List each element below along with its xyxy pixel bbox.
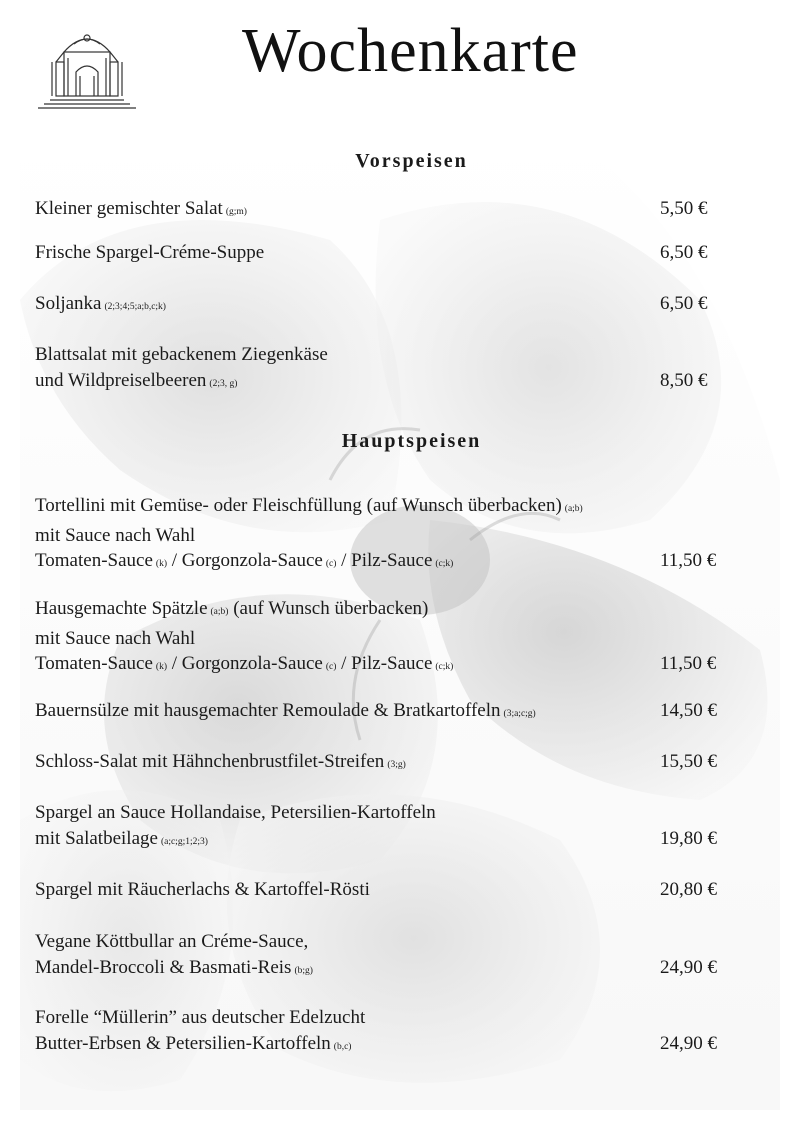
dish-name: Kleiner gemischter Salat [35, 198, 223, 219]
item-line [35, 342, 735, 368]
dish-name: Soljanka [35, 293, 102, 314]
sauce-option: / Pilz-Sauce [336, 550, 433, 571]
dish-name: Tortellini mit Gemüse- oder Fleischfüllung (auf Wunsch überbacken) [35, 495, 562, 516]
item-line [35, 368, 735, 398]
item-line [35, 548, 735, 578]
dish-name: Frische Spargel-Créme-Suppe [35, 242, 265, 263]
allergen-codes: (a;c;g;1;2;3) [160, 836, 208, 847]
dish-name: Vegane Köttbullar an Créme-Sauce, [35, 931, 309, 952]
dish-name: (auf Wunsch überbacken) [228, 598, 429, 619]
item-price: 24,90 € [660, 956, 717, 978]
dish-name: Butter-Erbsen & Petersilien-Kartoffeln [35, 1032, 331, 1054]
menu-item [35, 698, 735, 728]
sauce-option: Tomaten-Sauce [35, 653, 153, 674]
menu-item [35, 493, 735, 578]
dish-name: mit Salatbeilage [35, 827, 158, 849]
sauce-option: Tomaten-Sauce [35, 550, 153, 571]
item-line [35, 955, 735, 985]
item-line [35, 877, 735, 903]
item-line [35, 800, 735, 826]
allergen-codes: (2;3;4;5;a;b,c;k) [104, 302, 166, 312]
item-line [35, 929, 735, 955]
menu-item [35, 596, 735, 681]
page-title: Wochenkarte [242, 17, 579, 85]
section-title-hauptspeisen: Hauptspeisen [341, 430, 482, 452]
dish-name: Spargel an Sauce Hollandaise, Petersilien-Kartoffeln [35, 802, 436, 823]
menu-item [35, 800, 735, 855]
allergen-codes: (c) [325, 662, 337, 672]
menu-item [35, 1005, 735, 1060]
castle-logo [34, 22, 140, 110]
allergen-codes: (c) [325, 559, 337, 569]
menu-item [35, 196, 735, 226]
allergen-codes: (g;m) [225, 207, 247, 217]
item-price: 6,50 € [660, 293, 708, 314]
dish-name: Mandel-Broccoli & Basmati-Reis [35, 956, 292, 978]
item-line [35, 826, 735, 856]
item-line [35, 698, 735, 728]
dish-name: Bauernsülze mit hausgemachter Remoulade & Bratkartoffeln [35, 700, 501, 721]
item-price: 20,80 € [660, 879, 717, 900]
item-line [35, 493, 735, 523]
dish-name: Schloss-Salat mit Hähnchenbrustfilet-Streifen [35, 751, 385, 772]
item-line [35, 749, 735, 779]
item-price: 24,90 € [660, 1032, 717, 1054]
menu-item [35, 240, 735, 266]
item-line [35, 1005, 735, 1031]
item-line [35, 1031, 735, 1061]
item-line [35, 196, 735, 226]
item-line [35, 596, 735, 626]
menu-item [35, 929, 735, 984]
item-line [35, 651, 735, 681]
allergen-codes: (b,c) [333, 1041, 352, 1052]
allergen-codes: (a;b) [210, 607, 229, 617]
sauce-option: / Gorgonzola-Sauce [166, 653, 323, 674]
item-price: 14,50 € [660, 700, 717, 721]
item-line [35, 626, 735, 652]
allergen-codes: (2;3, g) [209, 378, 238, 389]
section-title-vorspeisen: Vorspeisen [355, 150, 468, 172]
dish-name: Blattsalat mit gebackenem Ziegenkäse [35, 344, 328, 365]
item-price: 11,50 € [660, 550, 717, 571]
menu-item [35, 342, 735, 397]
allergen-codes: (c;k) [435, 559, 454, 569]
allergen-codes: (3;a;c;g) [503, 709, 536, 719]
dish-name: Spargel mit Räucherlachs & Kartoffel-Rösti [35, 879, 370, 900]
dish-name: mit Sauce nach Wahl [35, 627, 196, 649]
item-price: 5,50 € [660, 198, 708, 219]
dish-name: Forelle “Müllerin” aus deutscher Edelzucht [35, 1007, 366, 1028]
item-line [35, 291, 735, 321]
dish-name: Hausgemachte Spätzle [35, 598, 208, 619]
menu-item [35, 877, 735, 903]
item-price: 11,50 € [660, 653, 717, 674]
menu-item [35, 749, 735, 779]
item-line [35, 523, 735, 549]
allergen-codes: (k) [155, 662, 167, 672]
item-price: 19,80 € [660, 827, 717, 849]
allergen-codes: (3;g) [387, 760, 406, 770]
item-price: 8,50 € [660, 369, 708, 391]
allergen-codes: (c;k) [435, 662, 454, 672]
menu-item [35, 291, 735, 321]
item-price: 6,50 € [660, 242, 708, 263]
allergen-codes: (b;g) [294, 965, 313, 976]
sauce-option: / Gorgonzola-Sauce [166, 550, 323, 571]
dish-name: mit Sauce nach Wahl [35, 524, 196, 546]
item-line [35, 240, 735, 266]
allergen-codes: (a;b) [564, 504, 583, 514]
allergen-codes: (k) [155, 559, 167, 569]
dish-name: und Wildpreiselbeeren [35, 369, 207, 391]
sauce-option: / Pilz-Sauce [336, 653, 433, 674]
item-price: 15,50 € [660, 751, 717, 772]
